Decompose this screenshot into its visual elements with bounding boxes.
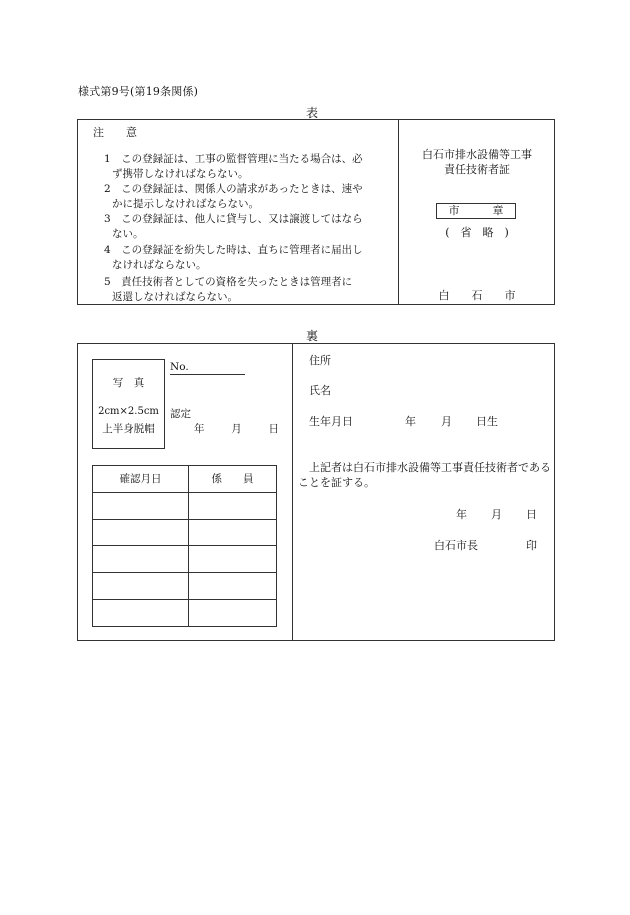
note-line: 4 この登録証を紛失した時は、直ちに管理者に届出し — [104, 244, 363, 256]
note-line: 1 この登録証は、工事の監督管理に当たる場合は、必 — [104, 153, 363, 165]
seal-omitted-note: ( 省 略 ) — [445, 226, 509, 239]
header-staff: 係 員 — [189, 466, 277, 493]
note-line-continued: ず携帯しなければならない。 — [112, 168, 249, 180]
dob-day: 日生 — [476, 415, 498, 428]
table-cell-staff — [189, 573, 277, 600]
certified-label: 認定 — [170, 408, 191, 420]
registration-number-field: No. — [170, 361, 245, 375]
issue-month: 月 — [491, 508, 502, 521]
table-row — [93, 546, 277, 573]
name-label: 氏名 — [309, 384, 331, 397]
front-side-title: 表 — [306, 106, 319, 120]
note-item — [104, 152, 394, 182]
dob-month: 月 — [441, 415, 452, 428]
note-line-continued: なければならない。 — [112, 259, 207, 271]
note-item — [104, 243, 394, 273]
table-cell-staff — [189, 546, 277, 573]
certified-month: 月 — [231, 423, 242, 435]
back-divider — [292, 343, 293, 641]
note-line: 5 責任技術者としての資格を失ったときは管理者に — [104, 276, 353, 288]
photo-box — [92, 359, 165, 449]
table-row — [93, 599, 277, 626]
table-cell-staff — [189, 519, 277, 546]
table-cell-staff — [189, 492, 277, 519]
header-confirm-date: 確認月日 — [93, 466, 189, 493]
back-side-title: 裏 — [306, 329, 319, 343]
note-line-continued: かに提示しなければならない。 — [112, 198, 259, 210]
certified-date — [194, 421, 279, 436]
note-line: 2 この登録証は、関係人の請求があったときは、速や — [104, 183, 363, 195]
certified-year: 年 — [194, 423, 205, 435]
city-seal-box: 市 章 — [436, 203, 516, 219]
table-cell-date — [93, 519, 189, 546]
card-title-line2: 責任技術者証 — [444, 163, 510, 176]
note-item — [104, 275, 394, 305]
note-line-continued: ない。 — [112, 228, 144, 240]
table-cell-date — [93, 492, 189, 519]
front-divider — [398, 119, 399, 305]
photo-instruction: 上半身脱帽 — [102, 423, 155, 435]
note-item — [104, 212, 394, 242]
dob-year: 年 — [405, 415, 416, 428]
certified-day: 日 — [268, 423, 279, 435]
note-line-continued: 返還しなければならない。 — [112, 291, 238, 303]
notes-heading: 注 意 — [93, 126, 137, 139]
issue-year: 年 — [456, 508, 467, 521]
table-cell-staff — [189, 599, 277, 626]
note-line: 3 この登録証は、他人に貸与し、又は譲渡してはなら — [104, 213, 363, 225]
photo-size: 2cm×2.5cm — [98, 406, 159, 417]
note-item — [104, 182, 394, 212]
dob-label: 生年月日 — [309, 415, 353, 428]
confirmation-table — [92, 465, 277, 627]
certification-statement: 上記者は白石市排水設備等工事責任技術者であることを証する。 — [298, 461, 551, 489]
issue-day: 日 — [526, 508, 537, 521]
issuer-name: 白 石 市 — [438, 289, 516, 302]
table-cell-date — [93, 599, 189, 626]
table-row — [93, 519, 277, 546]
table-row — [93, 573, 277, 600]
photo-label: 写 真 — [112, 377, 145, 389]
table-cell-date — [93, 546, 189, 573]
table-row — [93, 492, 277, 519]
form-number-label: 様式第9号(第19条関係) — [78, 85, 199, 98]
table-cell-date — [93, 573, 189, 600]
mayor-title: 白石市長 — [434, 539, 478, 552]
seal-mark: 印 — [526, 539, 537, 552]
address-label: 住所 — [309, 354, 331, 367]
card-title-line1: 白石市排水設備等工事 — [422, 148, 532, 161]
table-header-row — [93, 466, 277, 493]
